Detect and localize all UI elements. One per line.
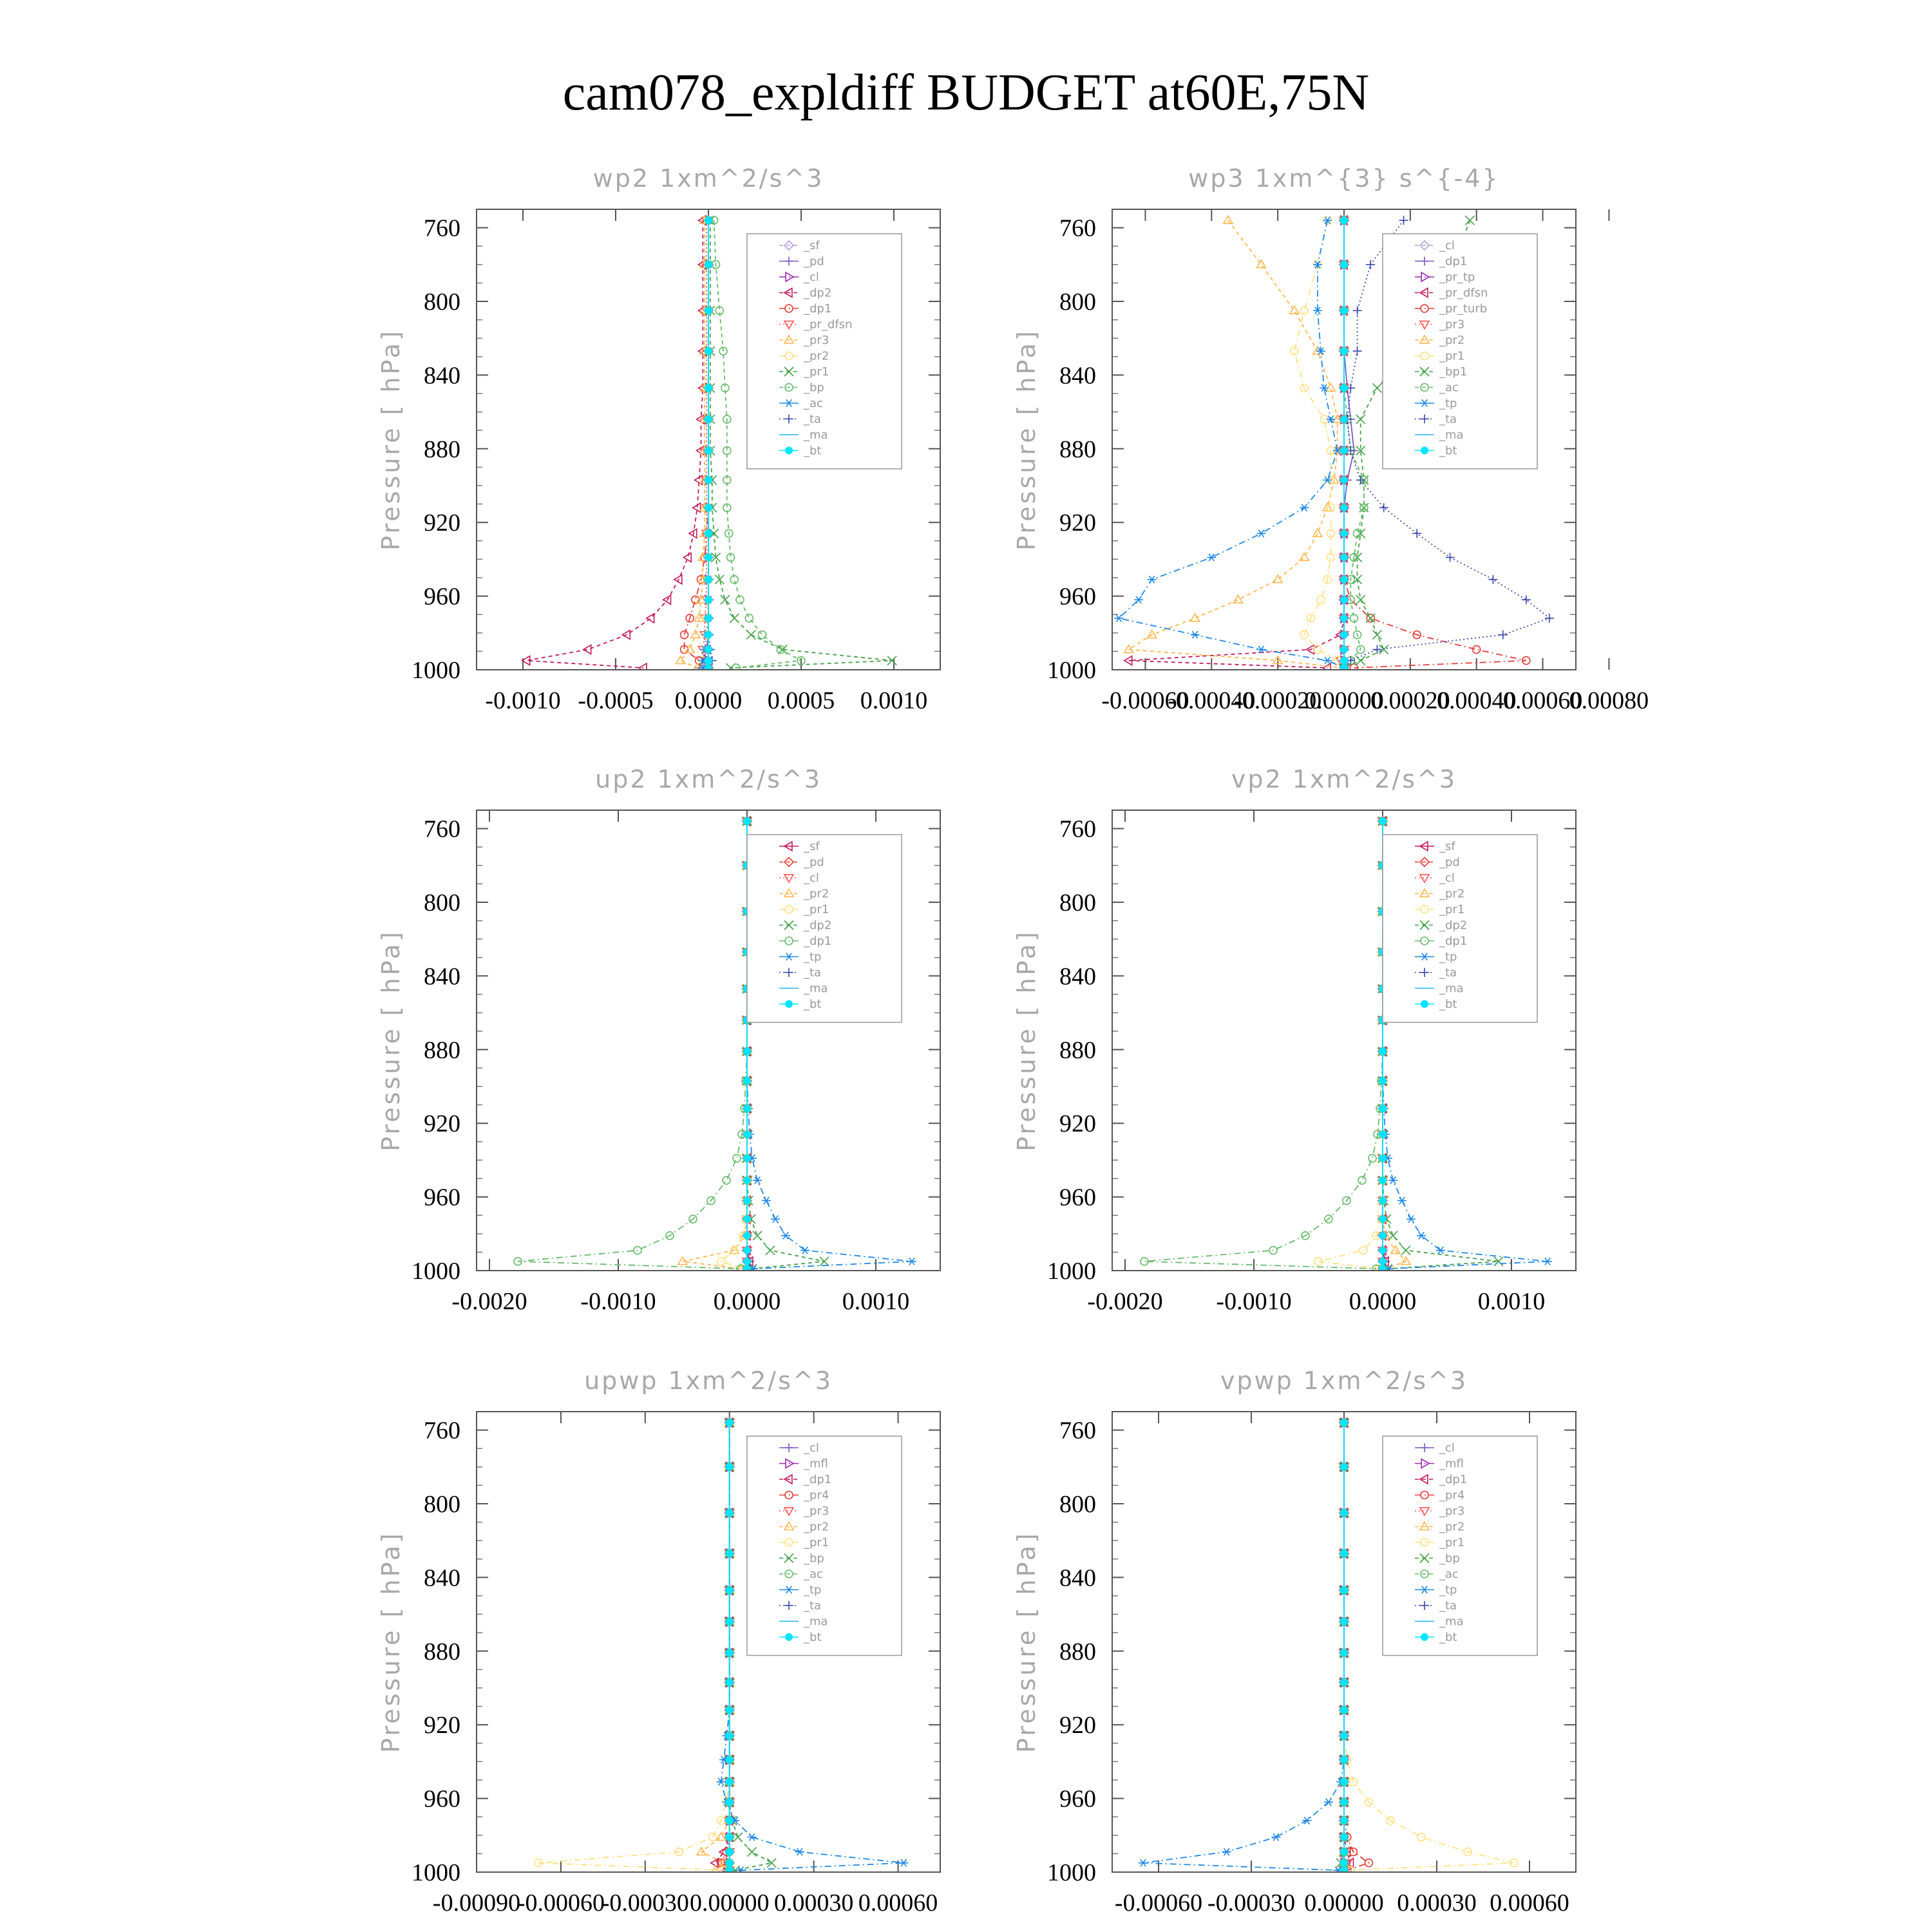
y-tick-label: 920	[424, 1712, 460, 1739]
legend-label: _cl	[1439, 871, 1455, 885]
data-point	[726, 1798, 734, 1806]
x-tick-label: -0.0010	[485, 687, 561, 714]
x-tick-label: 0.0000	[1349, 1288, 1417, 1315]
data-point	[1340, 384, 1348, 392]
panel-title: up2 1xm^2/s^3	[595, 765, 822, 793]
data-point	[1340, 415, 1348, 423]
legend-label: _cl	[804, 270, 819, 284]
x-tick-label: -0.00060	[516, 1889, 605, 1917]
y-tick-label: 760	[1059, 1417, 1096, 1444]
x-tick-label: 0.0010	[860, 687, 928, 714]
data-point	[705, 415, 712, 423]
legend-label: _pr1	[1439, 1536, 1465, 1549]
data-point	[743, 1104, 751, 1112]
y-tick-label: 920	[1059, 1110, 1096, 1138]
y-tick-label: 880	[424, 1638, 460, 1665]
legend-label: _cl	[1439, 239, 1455, 252]
y-tick-label: 800	[424, 889, 460, 916]
y-axis-label: Pressure [ hPa]	[377, 1531, 405, 1753]
data-point	[743, 1232, 751, 1240]
data-point	[1340, 1678, 1348, 1686]
legend-label: _cl	[804, 1441, 819, 1455]
legend-label: _dp1	[804, 302, 832, 316]
x-tick-label: 0.0005	[767, 687, 835, 714]
data-point	[726, 1649, 734, 1657]
data-point	[743, 1130, 751, 1138]
data-point	[1340, 1463, 1348, 1471]
data-point	[1340, 1586, 1348, 1594]
data-point	[705, 614, 712, 622]
data-point	[726, 1859, 734, 1867]
y-tick-label: 960	[1059, 583, 1096, 611]
x-tick-label: 0.00030	[773, 1889, 854, 1917]
y-tick-label: 1000	[1047, 657, 1096, 684]
data-point	[743, 817, 751, 825]
legend-label: _bt	[804, 998, 822, 1011]
legend-label: _pr1	[1439, 903, 1465, 916]
legend-marker	[785, 447, 793, 455]
data-point	[705, 631, 712, 639]
y-axis-label: Pressure [ hPa]	[377, 929, 405, 1151]
data-point	[1379, 1077, 1387, 1084]
x-tick-label: 0.00030	[1397, 1889, 1477, 1917]
data-point	[743, 1077, 751, 1084]
legend-label: _dp2	[804, 918, 832, 933]
data-point	[705, 657, 712, 665]
legend-label: _dp1	[804, 1473, 832, 1486]
legend	[747, 835, 902, 1023]
x-tick-label: 0.00060	[858, 1889, 938, 1917]
data-point	[1340, 529, 1348, 537]
data-point	[1340, 1798, 1348, 1806]
x-tick-label: -0.00090	[432, 1889, 521, 1917]
data-point	[726, 1463, 734, 1471]
data-point	[1340, 1649, 1348, 1657]
data-point	[1340, 1706, 1348, 1714]
legend-label: _ta	[804, 412, 822, 426]
legend-label: _pr_tp	[1439, 270, 1475, 284]
x-tick-label: -0.0010	[580, 1288, 656, 1315]
data-point	[1340, 476, 1348, 484]
x-tick-label: -0.00030	[1207, 1889, 1296, 1917]
x-tick-label: -0.0010	[1216, 1288, 1292, 1315]
y-tick-label: 920	[424, 1110, 460, 1138]
legend-label: _dp1	[1439, 254, 1468, 269]
x-tick-label: -0.00030	[601, 1889, 689, 1917]
legend-label: _mfl	[1439, 1457, 1464, 1471]
y-tick-label: 840	[424, 1564, 460, 1592]
data-point	[1340, 576, 1348, 583]
legend-label: _ac	[1439, 381, 1459, 395]
x-tick-label: -0.00040	[1168, 687, 1256, 714]
y-tick-label: 800	[1059, 289, 1096, 316]
legend-label: _tp	[1439, 1583, 1457, 1597]
data-point	[1340, 504, 1348, 511]
legend-label: _pr1	[804, 1536, 829, 1549]
legend-label: _pd	[804, 855, 824, 869]
legend-label: _mfl	[804, 1457, 828, 1471]
x-tick-label: -0.0005	[578, 687, 654, 714]
data-point	[726, 1549, 734, 1557]
data-point	[726, 1618, 734, 1625]
data-point	[705, 576, 712, 583]
legend-label: _ma	[1439, 428, 1464, 442]
y-tick-label: 960	[424, 583, 460, 611]
x-tick-label: -0.00020	[1234, 687, 1322, 714]
x-tick-label: 0.00060	[1490, 1889, 1569, 1917]
legend	[747, 1436, 902, 1656]
data-point	[743, 1155, 751, 1162]
data-point	[705, 261, 712, 269]
data-point	[1379, 1247, 1387, 1255]
legend-label: _bt	[1439, 998, 1457, 1011]
data-point	[743, 1247, 751, 1255]
legend-label: _ma	[804, 1615, 828, 1629]
y-tick-label: 960	[424, 1785, 460, 1813]
y-tick-label: 760	[1059, 815, 1096, 843]
legend-label: _pr2	[804, 1520, 829, 1534]
legend-label: _dp1	[804, 934, 832, 948]
legend-label: _bp	[804, 1551, 824, 1566]
y-tick-label: 920	[1059, 509, 1096, 537]
legend-label: _pr3	[804, 334, 829, 347]
legend-label: _ma	[1439, 981, 1464, 996]
legend-label: _pr2	[804, 349, 829, 363]
legend-label: _pr2	[804, 887, 829, 901]
panel-title: upwp 1xm^2/s^3	[584, 1367, 833, 1395]
legend-label: _tp	[804, 1583, 822, 1597]
y-tick-label: 760	[424, 214, 460, 242]
data-point	[1340, 1419, 1348, 1426]
data-point	[705, 646, 712, 654]
x-tick-label: -0.0020	[1087, 1288, 1163, 1315]
y-tick-label: 880	[1059, 1036, 1096, 1064]
legend-label: _ac	[804, 397, 823, 410]
data-point	[1340, 657, 1348, 665]
x-tick-label: 0.0010	[1477, 1288, 1546, 1315]
data-point	[1340, 347, 1348, 355]
panel-title: wp2 1xm^2/s^3	[592, 164, 824, 193]
legend-label: _pr_turb	[1439, 302, 1488, 316]
data-point	[1340, 614, 1348, 622]
data-point	[705, 529, 712, 537]
legend	[747, 234, 902, 469]
data-point	[1379, 1048, 1387, 1056]
data-point	[726, 1419, 734, 1426]
data-point	[743, 1177, 751, 1184]
legend-label: _ta	[804, 966, 822, 980]
data-point	[1340, 447, 1348, 455]
data-point	[1340, 646, 1348, 654]
data-point	[743, 1048, 751, 1056]
legend-label: _pd	[804, 254, 824, 269]
data-point	[1379, 1177, 1387, 1184]
legend-label: _ma	[804, 981, 828, 996]
data-point	[726, 1833, 734, 1841]
data-point	[1379, 1130, 1387, 1138]
y-tick-label: 880	[1059, 435, 1096, 463]
legend	[1383, 234, 1537, 469]
legend-label: _cl	[1439, 1441, 1455, 1455]
data-point	[1379, 1155, 1387, 1162]
data-point	[1340, 631, 1348, 639]
y-tick-label: 920	[1059, 1712, 1096, 1739]
legend-label: _pr2	[1439, 1520, 1465, 1534]
legend-label: _pr4	[804, 1488, 829, 1502]
x-tick-label: 0.00000	[689, 1889, 770, 1917]
legend-label: _tp	[1439, 397, 1457, 410]
legend-marker	[785, 1000, 793, 1008]
legend-label: _pr3	[804, 1504, 829, 1518]
legend-label: _ta	[804, 1599, 822, 1613]
x-tick-label: 0.00020	[1370, 687, 1450, 714]
y-tick-label: 960	[1059, 1785, 1096, 1813]
data-point	[1340, 1778, 1348, 1786]
data-point	[726, 1732, 734, 1739]
data-point	[705, 504, 712, 511]
x-tick-label: -0.0020	[451, 1288, 527, 1315]
legend-label: _dp1	[1439, 1473, 1468, 1486]
legend-label: _ta	[1439, 1599, 1457, 1613]
y-tick-label: 840	[1059, 362, 1096, 390]
data-point	[1340, 1756, 1348, 1764]
legend-label: _pr2	[1439, 334, 1465, 347]
y-tick-label: 840	[1059, 963, 1096, 990]
data-point	[726, 1778, 734, 1786]
legend-label: _ac	[804, 1567, 823, 1581]
legend-marker	[1421, 1000, 1428, 1008]
legend-marker	[1421, 1633, 1428, 1641]
data-point	[1340, 216, 1348, 224]
legend	[1383, 835, 1537, 1023]
legend-label: _ma	[804, 428, 828, 442]
figure-title: cam078_expldiff BUDGET at60E,75N	[562, 64, 1370, 121]
data-point	[726, 1848, 734, 1856]
y-tick-label: 800	[424, 289, 460, 316]
x-tick-label: 0.0000	[713, 1288, 781, 1315]
data-point	[705, 216, 712, 224]
legend-label: _ma	[1439, 1615, 1464, 1629]
data-point	[705, 447, 712, 455]
y-tick-label: 920	[424, 509, 460, 537]
y-tick-label: 840	[424, 362, 460, 390]
x-tick-label: 0.00040	[1436, 687, 1517, 714]
legend-label: _bt	[804, 444, 822, 458]
legend-label: _sf	[1439, 840, 1455, 853]
legend-marker	[785, 1633, 793, 1641]
legend-label: _pr3	[1439, 317, 1465, 332]
legend-label: _dp2	[804, 286, 832, 300]
legend-label: _dp2	[1439, 918, 1468, 933]
y-axis-label: Pressure [ hPa]	[1012, 1531, 1041, 1753]
legend-label: _dp1	[1439, 934, 1468, 948]
panel-title: vp2 1xm^2/s^3	[1231, 765, 1457, 793]
data-point	[726, 1678, 734, 1686]
legend-label: _bp1	[1439, 365, 1468, 379]
y-tick-label: 880	[424, 435, 460, 463]
x-tick-label: 0.0000	[674, 687, 743, 714]
y-tick-label: 800	[424, 1491, 460, 1518]
x-tick-label: 0.00000	[1304, 1889, 1384, 1917]
data-point	[705, 554, 712, 562]
legend-label: _bp	[804, 381, 824, 395]
legend-label: _bt	[804, 1631, 822, 1644]
legend-label: _cl	[804, 871, 819, 885]
legend-label: _bt	[1439, 1631, 1457, 1644]
y-tick-label: 800	[1059, 1491, 1096, 1518]
y-axis-label: Pressure [ hPa]	[1012, 929, 1041, 1151]
data-point	[726, 1756, 734, 1764]
data-point	[1379, 1215, 1387, 1223]
y-tick-label: 1000	[412, 1859, 460, 1886]
legend-label: _ta	[1439, 966, 1457, 980]
data-point	[726, 1706, 734, 1714]
legend-marker	[1421, 447, 1428, 455]
data-point	[1340, 1817, 1348, 1824]
legend-label: _pr1	[804, 365, 829, 379]
x-tick-label: -0.00060	[1114, 1889, 1203, 1917]
y-tick-label: 960	[1059, 1184, 1096, 1211]
data-point	[1340, 261, 1348, 269]
data-point	[1379, 1258, 1387, 1265]
legend-label: _sf	[804, 840, 820, 853]
legend-label: _pr1	[804, 903, 829, 916]
data-point	[1340, 1509, 1348, 1517]
y-tick-label: 1000	[1047, 1859, 1096, 1886]
y-tick-label: 760	[424, 815, 460, 843]
legend-label: _ac	[1439, 1567, 1459, 1581]
y-axis-label: Pressure [ hPa]	[1012, 328, 1041, 551]
legend-label: _pr2	[1439, 887, 1465, 901]
y-tick-label: 800	[1059, 889, 1096, 916]
y-tick-label: 960	[424, 1184, 460, 1211]
legend-label: _pr4	[1439, 1488, 1465, 1502]
data-point	[1340, 1833, 1348, 1841]
data-point	[1379, 1104, 1387, 1112]
data-point	[1340, 1732, 1348, 1739]
legend-label: _pr_dfsn	[804, 317, 853, 332]
legend-label: _bt	[1439, 444, 1457, 458]
data-point	[1379, 1197, 1387, 1204]
data-point	[1379, 817, 1387, 825]
y-tick-label: 840	[424, 963, 460, 990]
legend-label: _pr1	[1439, 349, 1465, 363]
panel-title: vpwp 1xm^2/s^3	[1220, 1367, 1468, 1395]
data-point	[705, 596, 712, 603]
x-tick-label: 0.00000	[1304, 687, 1384, 714]
legend-label: _pr3	[1439, 1504, 1465, 1518]
legend-label: _ta	[1439, 412, 1457, 426]
data-point	[743, 1215, 751, 1223]
legend-label: _tp	[1439, 950, 1457, 964]
data-point	[705, 347, 712, 355]
data-point	[1340, 1549, 1348, 1557]
data-point	[743, 1258, 751, 1265]
data-point	[705, 384, 712, 392]
legend-label: _pd	[1439, 855, 1460, 869]
data-point	[705, 476, 712, 484]
x-tick-label: 0.00080	[1569, 687, 1649, 714]
data-point	[1340, 1618, 1348, 1625]
data-point	[726, 1817, 734, 1824]
legend-label: _tp	[804, 950, 822, 964]
panel-title: wp3 1xm^{3} s^{-4}	[1188, 164, 1500, 193]
y-tick-label: 840	[1059, 1564, 1096, 1592]
y-tick-label: 1000	[412, 657, 460, 684]
data-point	[1340, 1848, 1348, 1856]
data-point	[1340, 596, 1348, 603]
legend	[1383, 1436, 1537, 1656]
data-point	[726, 1586, 734, 1594]
y-tick-label: 1000	[1047, 1258, 1096, 1285]
y-axis-label: Pressure [ hPa]	[377, 328, 405, 551]
legend-label: _sf	[804, 239, 820, 252]
legend-label: _pr_dfsn	[1439, 286, 1488, 300]
x-tick-label: 0.0010	[842, 1288, 910, 1315]
data-point	[726, 1509, 734, 1517]
legend-label: _bp	[1439, 1551, 1460, 1566]
data-point	[1379, 1232, 1387, 1240]
y-tick-label: 760	[424, 1417, 460, 1444]
data-point	[1340, 1859, 1348, 1867]
y-tick-label: 760	[1059, 214, 1096, 242]
data-point	[743, 1197, 751, 1204]
x-tick-label: -0.00060	[1101, 687, 1189, 714]
y-tick-label: 880	[1059, 1638, 1096, 1665]
data-point	[1340, 554, 1348, 562]
x-tick-label: 0.00060	[1502, 687, 1583, 714]
data-point	[1340, 307, 1348, 314]
y-tick-label: 1000	[412, 1258, 460, 1285]
data-point	[705, 307, 712, 314]
y-tick-label: 880	[424, 1036, 460, 1064]
